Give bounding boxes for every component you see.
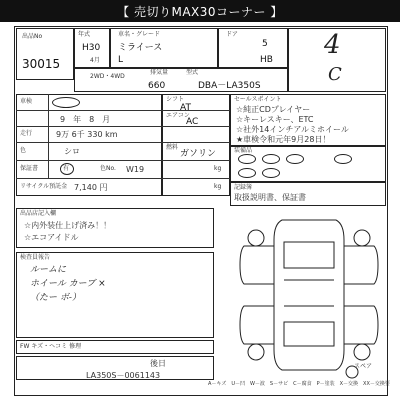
color-value: シロ (64, 147, 80, 156)
shift-value: AT (180, 103, 191, 113)
kg-unit-1: kg (214, 165, 222, 172)
equipment-box (230, 146, 386, 182)
model-name: ミライース (118, 43, 163, 53)
equipment-mark (238, 154, 256, 164)
inspector-line-1: ルームに (30, 265, 67, 275)
body-type: HB (260, 55, 273, 65)
inspection-label: 車検 (20, 98, 33, 105)
note-1: ☆内外装仕上げ済み！！ (24, 221, 112, 230)
selling-point-4: ★車検令和元年9月28日！ (236, 135, 331, 144)
recycle-label: リサイクル預託金 (20, 183, 68, 190)
year-value: H30 (82, 43, 101, 53)
date-label: 後日 (150, 359, 166, 368)
inspection-circle (52, 97, 80, 108)
guarantee-label: 保証書 (20, 165, 39, 172)
type-label: 型式 (186, 69, 199, 76)
chassis-number: LA350S－0061143 (86, 371, 161, 380)
equipment-mark (286, 154, 304, 164)
drive-value: 2WD・4WD (90, 73, 125, 80)
selling-point-2: ☆キーレスキー、ETC (236, 115, 314, 124)
banner: 【 売切りMAX30コーナー 】 (0, 0, 400, 22)
spare-label: スペア (354, 363, 373, 370)
year-label: 年式 (78, 31, 91, 38)
inspection-value: 9 年 8 月 (60, 115, 111, 124)
doors-label: ドア (226, 31, 238, 38)
selling-point-3: ☆社外14インチアルミホイール (236, 125, 349, 134)
guarantee-value: 有 (63, 165, 70, 172)
score-value: 4 (324, 30, 341, 60)
doors-value: 5 (262, 39, 268, 49)
displacement-label: 排気量 (150, 69, 169, 76)
color-no: W19 (126, 165, 145, 174)
documents-label: 記録簿 (234, 184, 253, 191)
ac-value: AC (186, 117, 199, 127)
equipment-mark (262, 168, 280, 178)
inspector-line-2: ホイール カーブ × (30, 279, 106, 289)
fuel-value: ガソリン (180, 149, 217, 159)
lot-number: 30015 (22, 57, 61, 71)
equipment-mark (262, 154, 280, 164)
fw-row: FW キズ・ヘコミ 修理 (20, 343, 82, 350)
notes-label: 出品店記入欄 (20, 210, 57, 217)
color-no-label: 色No. (100, 165, 116, 172)
kg-unit-2: kg (214, 183, 222, 190)
mileage-label: 走行 (20, 130, 33, 137)
damage-legend: A－キズ U－凹 W－波 S－サビ C－腐食 P－塗装 X－交換 XX－交換要 (208, 381, 390, 387)
mileage-value: 9万 6千 330 km (56, 130, 118, 139)
shift-label: シフト (166, 96, 185, 103)
selling-point-1: ☆純正CDプレイヤー (236, 105, 311, 114)
inspector-label: 検査員報告 (20, 254, 51, 261)
ac-label: エアコン (166, 112, 190, 119)
color-label: 色 (20, 147, 27, 154)
fuel-label: 燃料 (166, 144, 179, 151)
month-value: 4月 (90, 57, 100, 64)
displacement-value: 660 (148, 81, 166, 91)
note-2: ☆エコアイドル (24, 233, 79, 242)
equipment-label: 装備品 (234, 147, 253, 154)
recycle-value: 7,140 円 (74, 183, 108, 192)
documents-value: 取扱説明書、保証書 (234, 193, 306, 202)
lot-prefix: 出品No (22, 33, 43, 40)
equipment-mark (238, 168, 256, 178)
grade-value: L (118, 55, 124, 65)
type-code: DBA－LA350S (198, 81, 261, 91)
car-name-label: 車名・グレード (118, 31, 161, 38)
car-diagram (232, 210, 386, 380)
selling-points-label: セールスポイント (234, 96, 282, 103)
inspector-line-3: （たー ボ-） (30, 293, 81, 303)
interior-score: C (328, 64, 342, 85)
equipment-mark (334, 154, 352, 164)
